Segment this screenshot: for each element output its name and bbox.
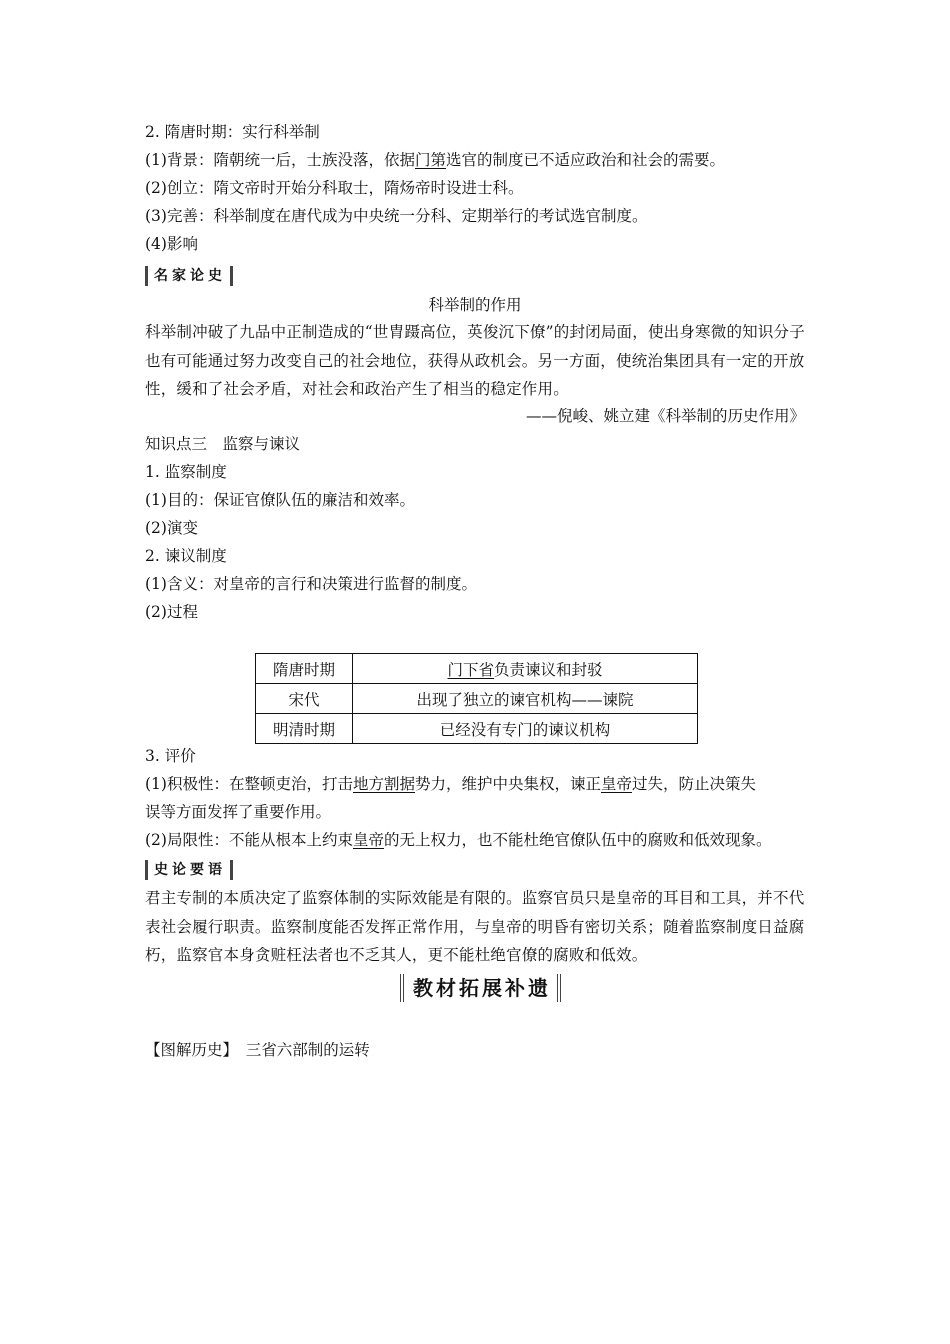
evaluation-heading: 3. 评价 bbox=[145, 747, 196, 765]
quote-source: ——倪峻、姚立建《科举制的历史作用》 bbox=[525, 407, 805, 425]
table-cell-period: 明清时期 bbox=[256, 714, 353, 744]
positive-text-c: 过失，防止决策失 bbox=[632, 775, 757, 793]
perfection-line: (3)完善：科举制度在唐代成为中央统一分科、定期举行的考试选官制度。 bbox=[145, 207, 648, 225]
background-text-a: (1)背景：隋朝统一后，士族没落，依据 bbox=[145, 151, 415, 169]
impact-line: (4)影响 bbox=[145, 235, 198, 253]
underlined-term-menxiasheng: 门下省 bbox=[447, 660, 494, 679]
section-banner: 教材拓展补遗 bbox=[400, 974, 561, 1002]
positive-line-1 bbox=[145, 774, 756, 794]
remonstrance-definition: (1)含义：对皇帝的言行和决策进行监督的制度。 bbox=[145, 575, 477, 593]
remonstrance-process: (2)过程 bbox=[145, 603, 198, 621]
supervision-evolution: (2)演变 bbox=[145, 519, 198, 537]
supervision-purpose: (1)目的：保证官僚队伍的廉洁和效率。 bbox=[145, 491, 415, 509]
background-text-b: 选官的制度已不适应政治和社会的需要。 bbox=[445, 151, 725, 169]
knowledge-point-three-heading: 知识点三 监察与谏议 bbox=[145, 435, 301, 453]
table-cell-period: 隋唐时期 bbox=[256, 654, 353, 684]
table-cell-description bbox=[353, 654, 698, 684]
table-cell-period: 宋代 bbox=[256, 684, 353, 714]
background-line bbox=[145, 150, 725, 170]
negative-text-a: (2)局限性：不能从根本上约束 bbox=[145, 831, 353, 849]
shilun-yaoyu-tag: 史论要语 bbox=[145, 860, 233, 880]
underlined-term-huangdi: 皇帝 bbox=[352, 831, 384, 849]
underlined-term-huangdi: 皇帝 bbox=[601, 775, 633, 793]
mingjia-lunshi-tag: 名家论史 bbox=[145, 266, 233, 286]
creation-line: (2)创立：隋文帝时开始分科取士，隋炀帝时设进士科。 bbox=[145, 179, 524, 197]
quote-body: 科举制冲破了九品中正制造成的“世胄蹑高位，英俊沉下僚”的封闭局面，使出身寒微的知识分子也有可能通过努力改变自己的社会地位，获得从政机会。另一方面，使统治集团具有一定的开放性，缓和了社会矛盾，对社会和政治产生了相当的稳定作用。 bbox=[145, 323, 805, 398]
section-heading-sui-tang: 2. 隋唐时期：实行科举制 bbox=[145, 123, 320, 141]
remonstrance-table bbox=[255, 653, 698, 744]
shilun-body: 君主专制的本质决定了监察体制的实际效能是有限的。监察官员只是皇帝的耳目和工具，并不代表社会履行职责。监察制度能否发挥正常作用，与皇帝的明昏有密切关系；随着监察制度日益腐朽，监察官本身贪赃枉法者也不乏其人，更不能杜绝官僚的腐败和低效。 bbox=[145, 889, 805, 964]
table-row bbox=[256, 714, 698, 744]
table-cell-description: 出现了独立的谏官机构——谏院 bbox=[353, 684, 698, 714]
table-cell-description: 已经没有专门的谏议机构 bbox=[353, 714, 698, 744]
remonstrance-heading: 2. 谏议制度 bbox=[145, 547, 227, 565]
positive-text-a: (1)积极性：在整顿吏治，打击 bbox=[145, 775, 353, 793]
negative-line bbox=[145, 830, 772, 850]
positive-text-b: 势力，维护中央集权，谏正 bbox=[414, 775, 601, 793]
underlined-term-mendi: 门第 bbox=[414, 151, 446, 169]
negative-text-b: 的无上权力，也不能杜绝官僚队伍中的腐败和低效现象。 bbox=[383, 831, 772, 849]
table-row bbox=[256, 684, 698, 714]
underlined-term-difang-geju: 地方割据 bbox=[352, 775, 415, 793]
quote-title: 科举制的作用 bbox=[428, 296, 522, 314]
tujie-lishi-line: 【图解历史】 三省六部制的运转 bbox=[145, 1041, 370, 1059]
table-row bbox=[256, 654, 698, 684]
positive-line-2: 误等方面发挥了重要作用。 bbox=[145, 803, 332, 821]
supervision-heading: 1. 监察制度 bbox=[145, 463, 227, 481]
table-cell-text: 负责谏议和封驳 bbox=[494, 660, 603, 679]
